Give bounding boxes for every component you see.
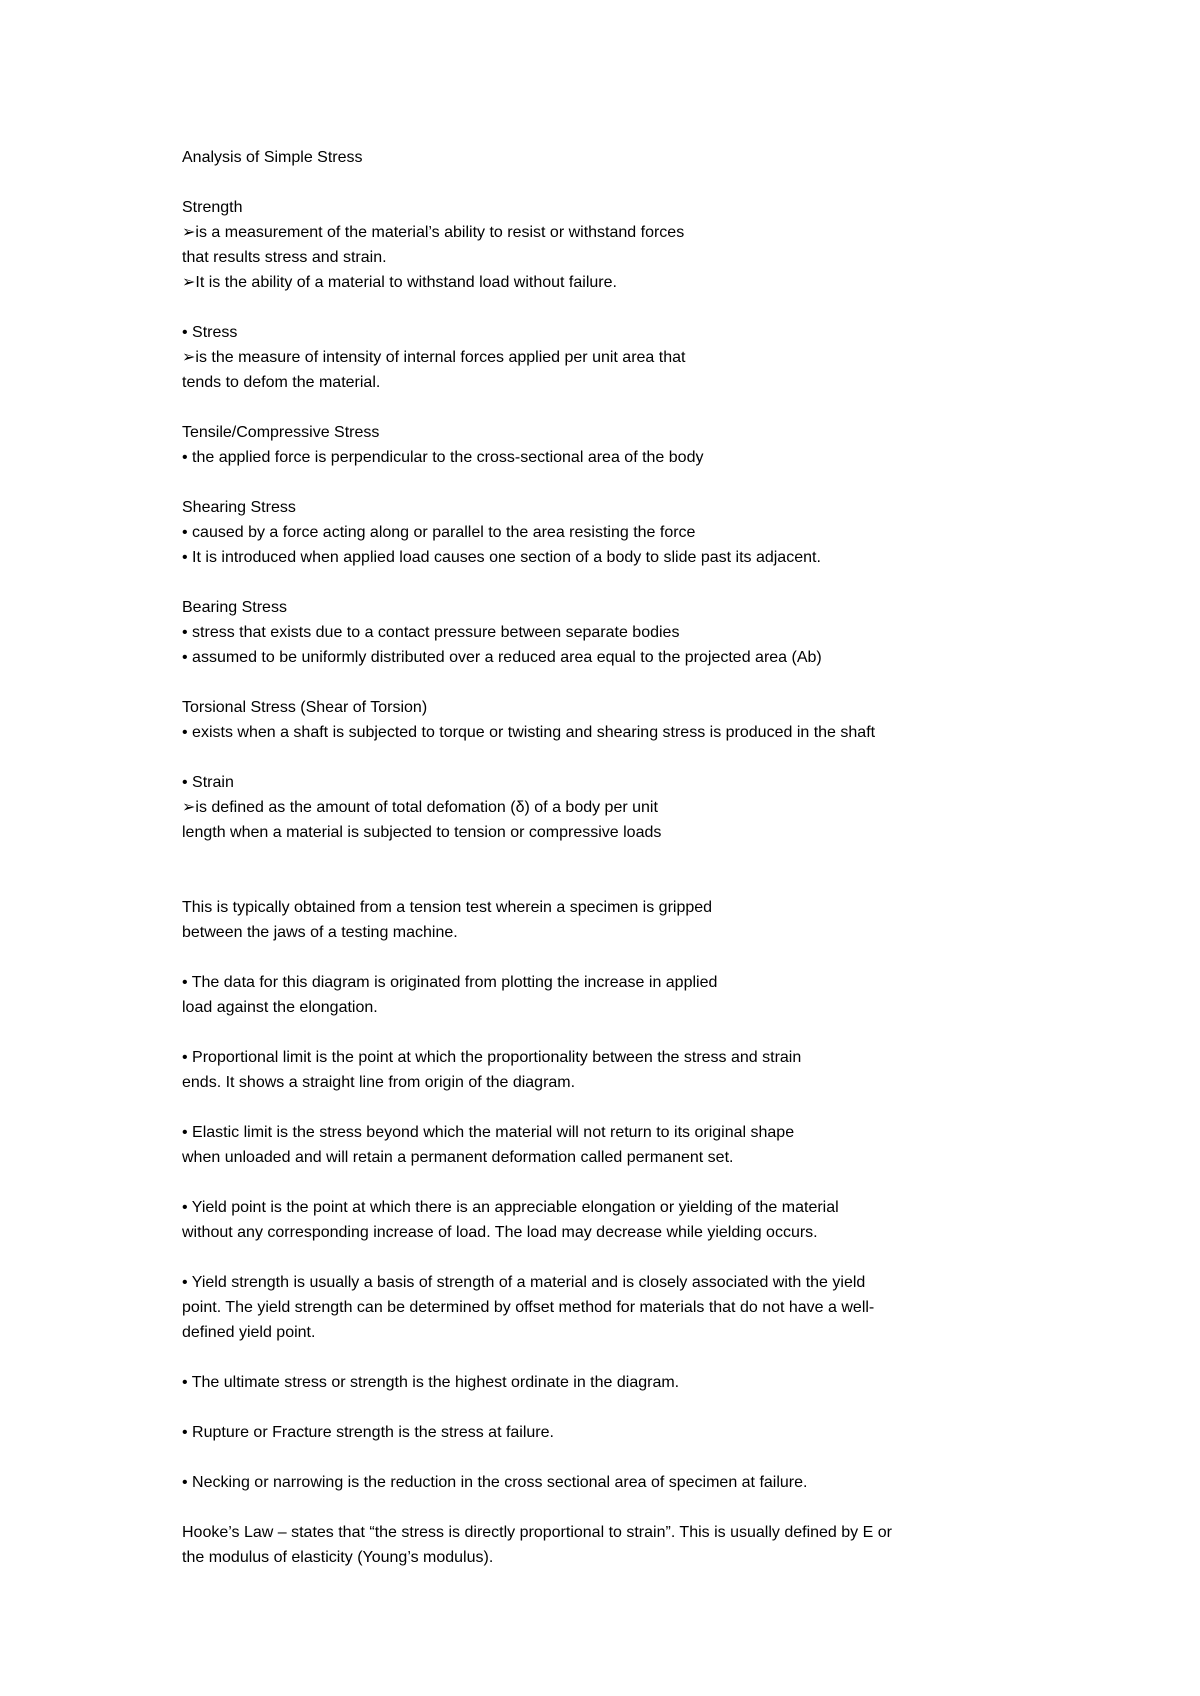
text-line: • Strain (182, 774, 234, 791)
title-text: Analysis of Simple Stress (182, 149, 363, 166)
paragraph (182, 770, 1082, 845)
paragraph (182, 420, 1082, 470)
paragraph-gap (182, 170, 1082, 195)
paragraph-gap (182, 1395, 1082, 1420)
text-line: Torsional Stress (Shear of Torsion) (182, 699, 428, 716)
text-line: load against the elongation. (182, 999, 378, 1016)
text-line: • caused by a force acting along or parallel to the area resisting the force (182, 524, 696, 541)
text-line: length when a material is subjected to tension or compressive loads (182, 824, 662, 841)
text-line: • The ultimate stress or strength is the highest ordinate in the diagram. (182, 1374, 680, 1391)
paragraph (182, 1045, 1082, 1095)
paragraph-gap (182, 1345, 1082, 1370)
paragraph (182, 1120, 1082, 1170)
paragraph (182, 895, 1082, 945)
text-line: point. The yield strength can be determined by offset method for materials that do not have a well- (182, 1299, 875, 1316)
paragraph (182, 1420, 1082, 1445)
text-line: • exists when a shaft is subjected to torque or twisting and shearing stress is produced in the shaft (182, 724, 876, 741)
paragraph-gap (182, 745, 1082, 770)
text-line: • Rupture or Fracture strength is the stress at failure. (182, 1424, 554, 1441)
text-line: • assumed to be uniformly distributed over a reduced area equal to the projected area (Ab) (182, 649, 822, 666)
paragraph (182, 970, 1082, 1020)
paragraph-gap (182, 670, 1082, 695)
text-line: • the applied force is perpendicular to the cross-sectional area of the body (182, 449, 704, 466)
paragraph (182, 1370, 1082, 1395)
paragraph-gap (182, 295, 1082, 320)
text-line: that results stress and strain. (182, 249, 387, 266)
text-line: ➢is a measurement of the material’s ability to resist or withstand forces (182, 224, 685, 241)
text-line: ➢is the measure of intensity of internal forces applied per unit area that (182, 349, 686, 366)
paragraph (182, 695, 1082, 745)
document-page (182, 145, 1082, 1570)
text-line: tends to defom the material. (182, 374, 381, 391)
document-body (182, 195, 1082, 1570)
text-line: • Necking or narrowing is the reduction in the cross sectional area of specimen at failure. (182, 1474, 808, 1491)
text-line: without any corresponding increase of load. The load may decrease while yielding occurs. (182, 1224, 818, 1241)
paragraph-gap (182, 1245, 1082, 1270)
paragraph (182, 1270, 1082, 1345)
text-line: Bearing Stress (182, 599, 287, 616)
paragraph (182, 1195, 1082, 1245)
paragraph-gap (182, 1495, 1082, 1520)
paragraph (182, 1470, 1082, 1495)
text-line: the modulus of elasticity (Young’s modulus). (182, 1549, 494, 1566)
text-line: • It is introduced when applied load causes one section of a body to slide past its adjacent. (182, 549, 821, 566)
text-line: Shearing Stress (182, 499, 296, 516)
paragraph-gap (182, 845, 1082, 870)
text-line: defined yield point. (182, 1324, 316, 1341)
paragraph-gap (182, 470, 1082, 495)
paragraph-gap (182, 395, 1082, 420)
text-line: • Yield point is the point at which there is an appreciable elongation or yielding of the material (182, 1199, 839, 1216)
paragraph-gap (182, 570, 1082, 595)
paragraph-gap (182, 1445, 1082, 1470)
text-line: ➢is defined as the amount of total defomation (δ) of a body per unit (182, 799, 658, 816)
paragraph (182, 495, 1082, 570)
document-title (182, 145, 1082, 170)
text-line: Strength (182, 199, 243, 216)
text-line: This is typically obtained from a tension test wherein a specimen is gripped (182, 899, 713, 916)
text-line: • Yield strength is usually a basis of strength of a material and is closely associated with the yield (182, 1274, 866, 1291)
text-line: ends. It shows a straight line from origin of the diagram. (182, 1074, 576, 1091)
paragraph-gap (182, 870, 1082, 895)
text-line: ➢It is the ability of a material to withstand load without failure. (182, 274, 617, 291)
paragraph (182, 320, 1082, 395)
text-line: when unloaded and will retain a permanent deformation called permanent set. (182, 1149, 734, 1166)
paragraph (182, 595, 1082, 670)
text-line: Tensile/Compressive Stress (182, 424, 380, 441)
paragraph-gap (182, 1095, 1082, 1120)
paragraph-gap (182, 1020, 1082, 1045)
paragraph (182, 195, 1082, 295)
text-line: • Stress (182, 324, 238, 341)
paragraph (182, 1520, 1082, 1570)
paragraph-gap (182, 1170, 1082, 1195)
text-line: • Elastic limit is the stress beyond which the material will not return to its original shape (182, 1124, 795, 1141)
paragraph-gap (182, 945, 1082, 970)
text-line: between the jaws of a testing machine. (182, 924, 458, 941)
text-line: • The data for this diagram is originated from plotting the increase in applied (182, 974, 718, 991)
text-line: • Proportional limit is the point at which the proportionality between the stress and strain (182, 1049, 802, 1066)
text-line: Hooke’s Law – states that “the stress is directly proportional to strain”. This is usually defined by E or (182, 1524, 892, 1541)
text-line: • stress that exists due to a contact pressure between separate bodies (182, 624, 680, 641)
